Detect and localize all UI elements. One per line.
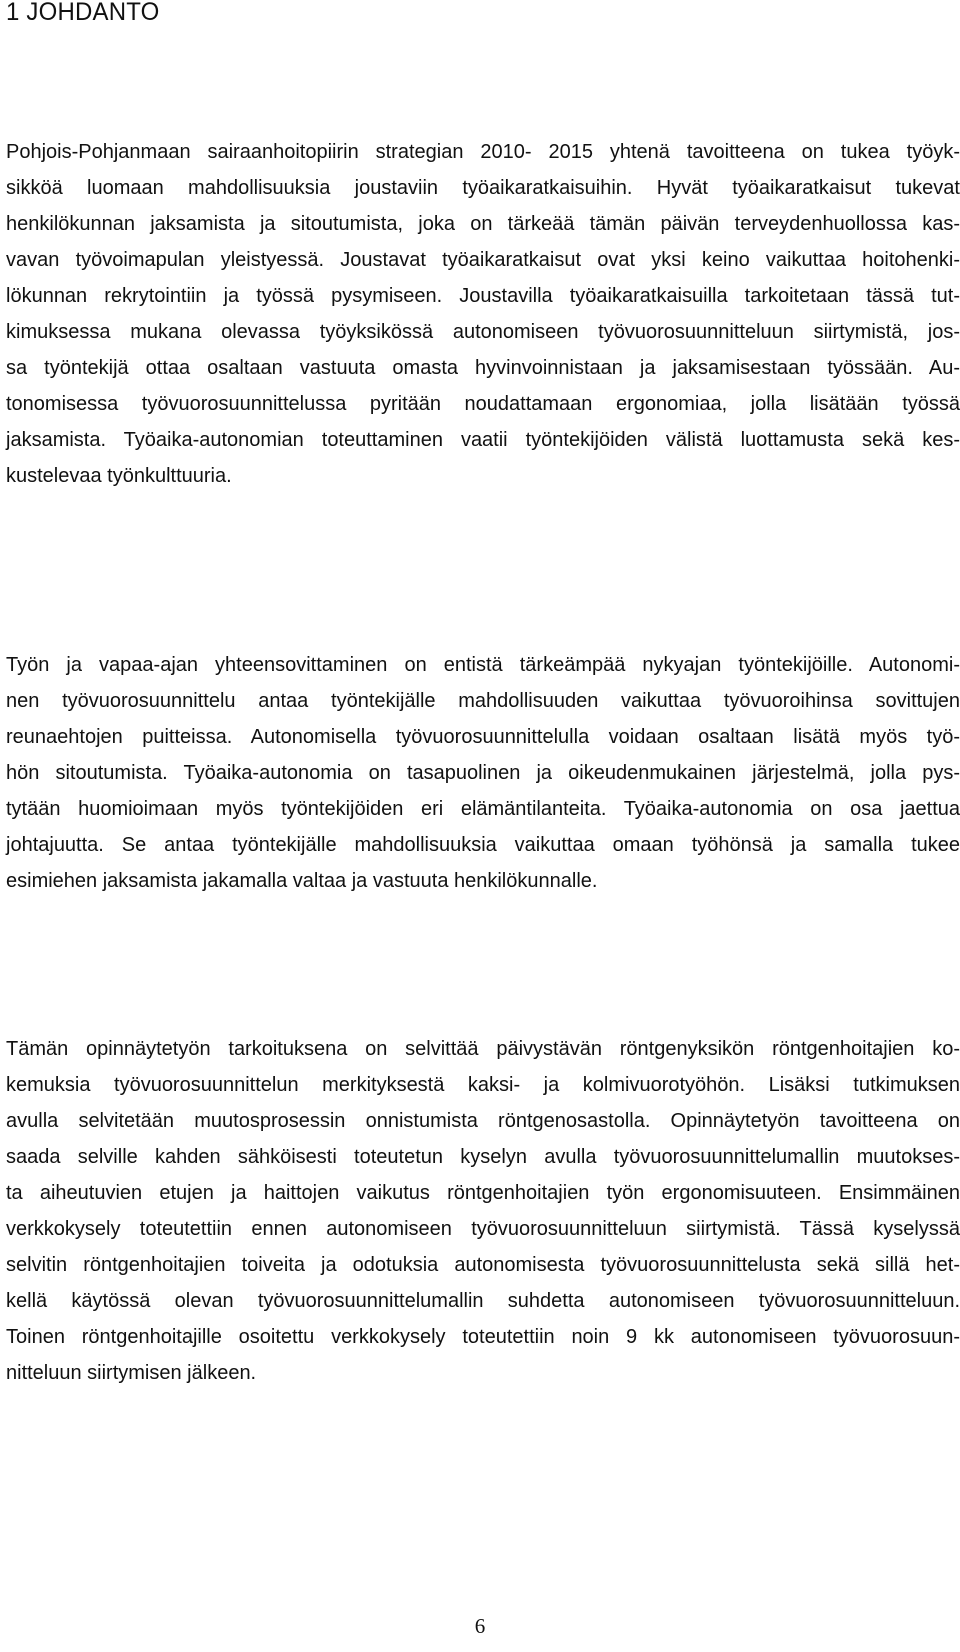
text-line: sikköä luomaan mahdollisuuksia joustaviin työaikaratkaisuihin. Hyvät työaikaratkaisut tukevat <box>6 177 960 199</box>
text-line: Pohjois-Pohjanmaan sairaanhoitopiirin strategian 2010- 2015 yhtenä tavoitteena on tukea työyk- <box>6 141 960 163</box>
text-line: Työn ja vapaa-ajan yhteensovittaminen on entistä tärkeämpää nykyajan työntekijöille. Autonomi- <box>6 654 960 676</box>
text-line: jaksamista. Työaika-autonomian toteuttaminen vaatii työntekijöiden välistä luottamusta sekä kes- <box>6 429 960 451</box>
text-line: kellä käytössä olevan työvuorosuunnittelumallin suhdetta autonomiseen työvuorosuunnitteluun. <box>6 1290 960 1312</box>
paragraph-2 <box>6 647 960 899</box>
text-line: hön sitoutumista. Työaika-autonomia on tasapuolinen ja oikeudenmukainen järjestelmä, jolla pys- <box>6 762 960 784</box>
text-line: Toinen röntgenhoitajille osoitettu verkkokysely toteutettiin noin 9 kk autonomiseen työvuorosuun- <box>6 1326 960 1348</box>
paragraph-3 <box>6 1031 960 1391</box>
text-line: kimuksessa mukana olevassa työyksikössä autonomiseen työvuorosuunnitteluun siirtymistä, jos- <box>6 321 960 343</box>
text-line: avulla selvitetään muutosprosessin onnistumista röntgenosastolla. Opinnäytetyön tavoitteena on <box>6 1110 960 1132</box>
text-line: henkilökunnan jaksamista ja sitoutumista, joka on tärkeää tämän päivän terveydenhuollossa kas- <box>6 213 960 235</box>
text-line: tonomisessa työvuorosuunnittelussa pyritään noudattamaan ergonomiaa, jolla lisätään työssä <box>6 393 960 415</box>
text-line: lökunnan rekrytointiin ja työssä pysymiseen. Joustavilla työaikaratkaisuilla tarkoitetaan tässä tut- <box>6 285 960 307</box>
chapter-heading: 1 JOHDANTO <box>6 0 160 26</box>
text-line: tytään huomioimaan myös työntekijöiden eri elämäntilanteita. Työaika-autonomia on osa jaettua <box>6 798 960 820</box>
text-line: kemuksia työvuorosuunnittelun merkityksestä kaksi- ja kolmivuorotyöhön. Lisäksi tutkimuksen <box>6 1074 960 1096</box>
text-line: selvitin röntgenhoitajien toiveita ja odotuksia autonomisesta työvuorosuunnittelusta sekä sillä het- <box>6 1254 960 1276</box>
text-line: sa työntekijä ottaa osaltaan vastuuta omasta hyvinvoinnistaan ja jaksamisestaan työssään. Au- <box>6 357 960 379</box>
text-line: Tämän opinnäytetyön tarkoituksena on selvittää päivystävän röntgenyksikön röntgenhoitajien ko- <box>6 1038 960 1060</box>
text-line: nen työvuorosuunnittelu antaa työntekijälle mahdollisuuden vaikuttaa työvuoroihinsa sovittujen <box>6 690 960 712</box>
text-line: nitteluun siirtymisen jälkeen. <box>6 1362 257 1384</box>
text-line: johtajuutta. Se antaa työntekijälle mahdollisuuksia vaikuttaa omaan työhönsä ja samalla tukee <box>6 834 960 856</box>
text-line: esimiehen jaksamista jakamalla valtaa ja vastuuta henkilökunnalle. <box>6 870 598 892</box>
text-line: reunaehtojen puitteissa. Autonomisella työvuorosuunnittelulla voidaan osaltaan lisätä myös työ- <box>6 726 960 748</box>
text-line: kustelevaa työnkulttuuria. <box>6 465 232 487</box>
text-line: ta aiheutuvien etujen ja haittojen vaikutus röntgenhoitajien työn ergonomisuuteen. Ensimmäinen <box>6 1182 960 1204</box>
text-line: saada selville kahden sähköisesti toteutetun kyselyn avulla työvuorosuunnittelumallin muutokses- <box>6 1146 960 1168</box>
text-line: verkkokysely toteutettiin ennen autonomiseen työvuorosuunnitteluun siirtymistä. Tässä kyselyssä <box>6 1218 960 1240</box>
page-number: 6 <box>474 1614 486 1638</box>
text-line: vavan työvoimapulan yleistyessä. Joustavat työaikaratkaisut ovat yksi keino vaikuttaa hoitohenki- <box>6 249 960 271</box>
paragraph-1 <box>6 134 960 494</box>
